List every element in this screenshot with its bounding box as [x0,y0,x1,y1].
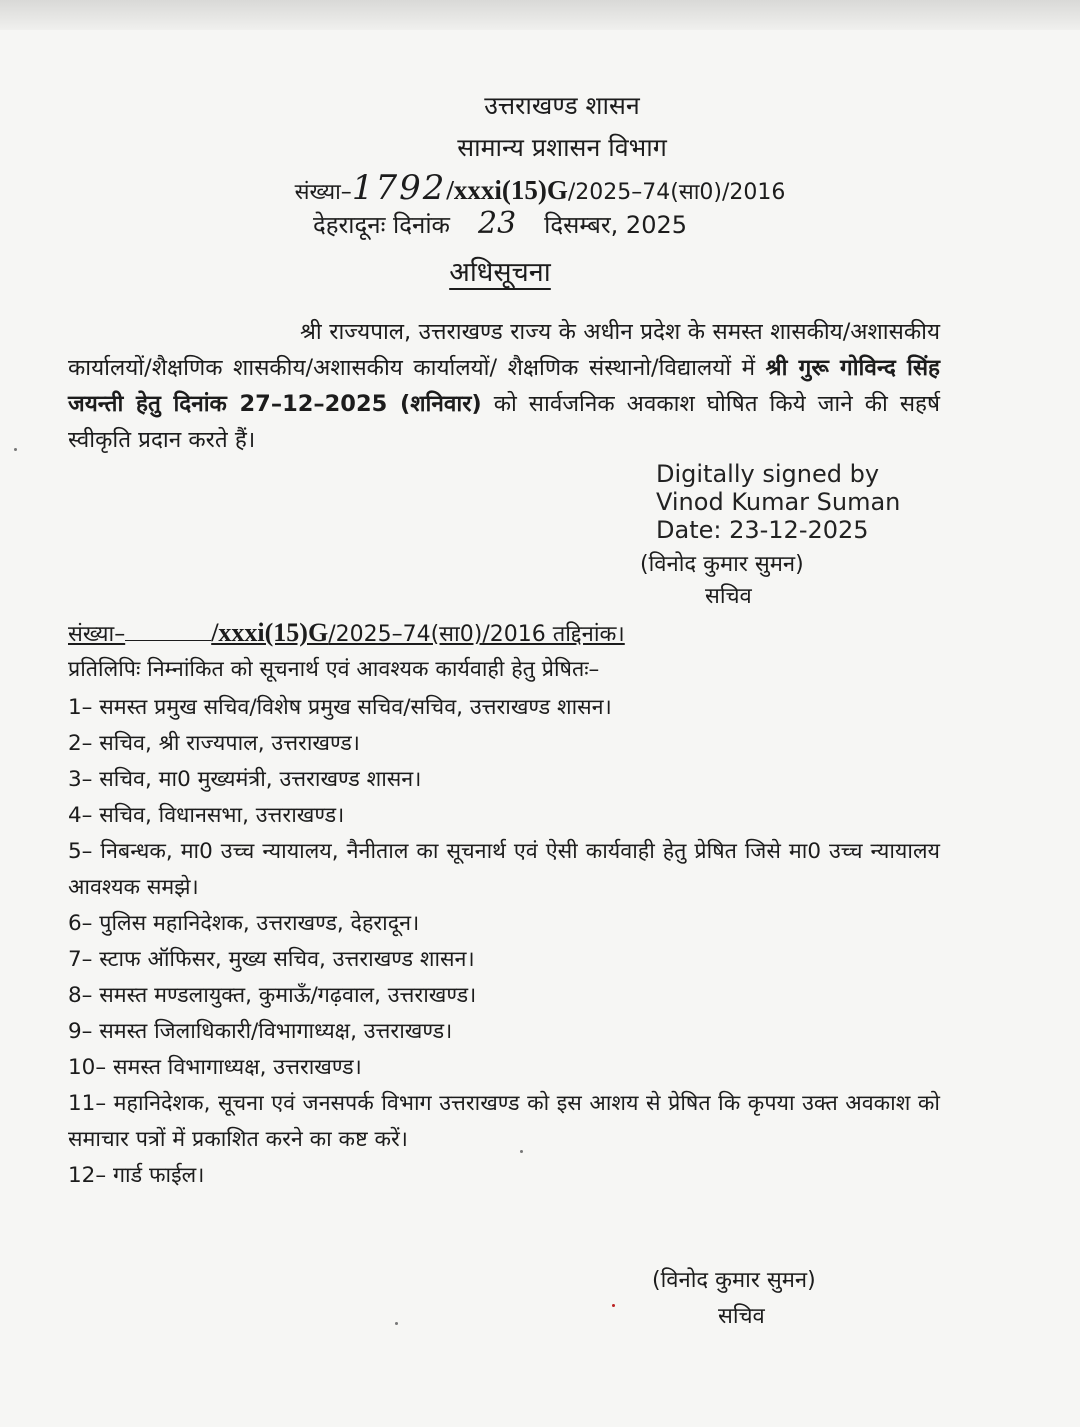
list-item: 4– सचिव, विधानसभा, उत्तराखण्ड। [68,803,345,828]
copy-intro: प्रतिलिपिः निम्नांकित को सूचनार्थ एवं आवश्यक कार्यवाही हेतु प्रेषितः– [68,657,600,682]
list-item: 3– सचिव, मा0 मुख्यमंत्री, उत्तराखण्ड शासन। [68,767,422,792]
copy-number-code: /xxxi(15)G [211,618,329,647]
recipient-list [68,690,940,1194]
government-heading: उत्तराखण्ड शासन [484,91,640,120]
scan-speck [14,448,17,451]
list-item: 12– गार्ड फाईल। [68,1163,205,1188]
digital-signature-line3: Date: 23-12-2025 [656,516,869,544]
letter-number [0,168,1080,208]
list-item: 9– समस्त जिलाधिकारी/विभागाध्यक्ष, उत्तराखण्ड। [68,1019,453,1044]
document-title: अधिसूचना [449,257,551,288]
copy-reference-number [68,618,625,648]
digital-signature-line2: Vinod Kumar Suman [656,488,901,516]
place-date-suffix: दिसम्बर, 2025 [544,211,688,239]
list-item: 6– पुलिस महानिदेशक, उत्तराखण्ड, देहरादून। [68,911,420,936]
signatory-name: (विनोद कुमार सुमन) [640,552,804,577]
closing-signatory: (विनोद कुमार सुमन) [652,1268,816,1293]
copy-number-suffix: /2025–74(सा0)/2016 तद्दिनांक। [328,622,625,647]
list-item: 7– स्टाफ ऑफिसर, मुख्य सचिव, उत्तराखण्ड शासन। [68,947,475,972]
list-item: 11– महानिदेशक, सूचना एवं जनसपर्क विभाग उत्तराखण्ड को इस आशय से प्रेषित कि कृपया उक्त अवकाश को समाचार पत्रों में प्रकाशित करने का कष्ट करें। [68,1091,940,1152]
signatory-designation: सचिव [705,584,752,609]
body-text-1: श्री राज्यपाल, उत्तराखण्ड राज्य के अधीन प्रदेश के समस्त शासकीय/अशासकीय कार्यालयों/शैक्षणिक शासकीय/अशासकीय कार्यालयों/ शैक्षणिक संस्थानो/विद्यालयों में [68,319,940,381]
holiday-highlight: श्री गुरू गोविन्द सिंह जयन्ती हेतु दिनांक 27–12–2025 (शनिवार) [68,355,940,417]
closing-designation: सचिव [718,1304,765,1329]
place-date-prefix: देहरादूनः दिनांक [312,211,450,239]
digital-signature-stamp [656,460,900,544]
letter-number-suffix: /2025–74(सा0)/2016 [567,180,786,205]
handwritten-number: 1792 [351,168,447,208]
copy-number-prefix: संख्या– [68,622,126,647]
blank-number-gap [125,620,211,641]
list-item: 8– समस्त मण्डलायुक्त, कुमाऊँ/गढ़वाल, उत्तराखण्ड। [68,983,477,1008]
notification-body [68,314,940,458]
scan-speck [612,1304,615,1307]
letter-number-code: /xxxi(15)G [446,175,568,205]
list-item: 2– सचिव, श्री राज्यपाल, उत्तराखण्ड। [68,731,360,756]
handwritten-date: 23 [477,206,517,241]
list-item: 10– समस्त विभागाध्यक्ष, उत्तराखण्ड। [68,1055,362,1080]
scan-speck [395,1322,398,1325]
place-date [0,206,1040,241]
department-heading: सामान्य प्रशासन विभाग [457,133,667,162]
scan-speck [520,1150,523,1153]
list-item: 5– निबन्धक, मा0 उच्च न्यायालय, नैनीताल का सूचनार्थ एवं ऐसी कार्यवाही हेतु प्रेषित जिसे मा0 उच्च न्यायालय आवश्यक समझे। [68,839,940,900]
letter-number-prefix: संख्या– [294,180,352,205]
list-item: 1– समस्त प्रमुख सचिव/विशेष प्रमुख सचिव/सचिव, उत्तराखण्ड शासन। [68,695,612,720]
digital-signature-line1: Digitally signed by [656,460,880,488]
body-text-2: को सार्वजनिक अवकाश घोषित किये जाने की सहर्ष स्वीकृति प्रदान करते हैं। [68,391,940,453]
